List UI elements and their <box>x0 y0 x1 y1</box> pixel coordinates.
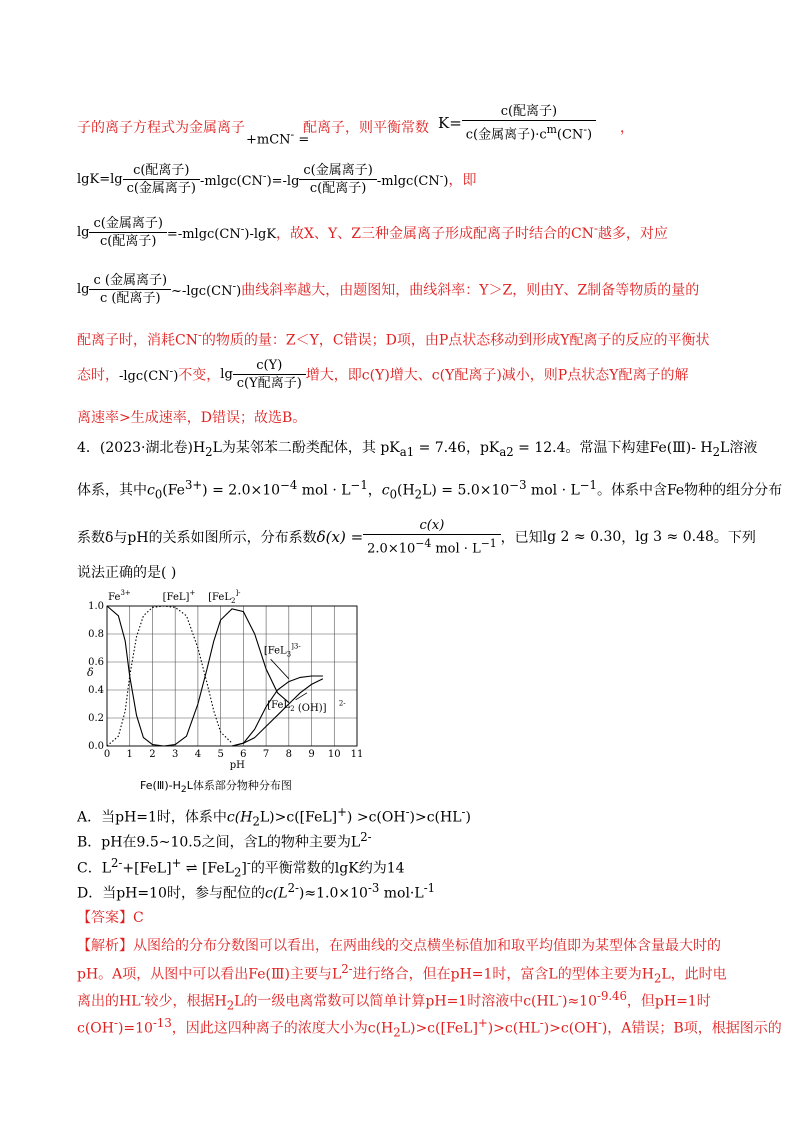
series-line <box>107 606 164 746</box>
l6-lg: lg <box>220 367 233 382</box>
equals-text: = <box>294 132 310 148</box>
lg-prefix-2: lg <box>77 282 90 297</box>
lg-prefix: lg <box>77 225 90 240</box>
q-h: H <box>192 440 206 456</box>
q-l1d: L溶液 <box>720 440 758 456</box>
opt-c-4: ] <box>241 860 247 877</box>
analysis-line-3: 离出的HL-较少，根据$H_2L$的一级电离常数可以简单计算pH=1时溶液中$c(HL^-)\approx 10^{-9.46}$，但pH=1时 <box>77 989 711 1013</box>
a3-4: )≈10 <box>561 993 597 1010</box>
opt-c-3: ⇌ [FeL <box>181 860 234 877</box>
l5b: 的物质的量：Z＜Y，C错误；D项，由P点状态移动到形成Y配离子的反应的平衡状 <box>201 332 710 349</box>
a2-1: pH。A项，从图中可以看出Fe(Ⅲ)主要与L <box>77 966 342 983</box>
q-l3b: ，已知 <box>500 530 543 547</box>
delta-fraction <box>363 517 501 557</box>
lg2: lg 2 ≈ 0.30 <box>542 529 622 546</box>
lg3: lg 3 ≈ 0.48 <box>635 529 714 546</box>
lgk-fraction-2 <box>299 162 376 197</box>
l6a: 态时， <box>77 367 119 384</box>
analysis-line-1 <box>77 935 721 955</box>
ratio-den: c(配离子) <box>99 234 157 249</box>
question-line-4: 说法正确的是( ) <box>77 565 177 581</box>
k-den-tail: (CN <box>556 127 584 143</box>
slope-red: 曲线斜率越大，由题图知，曲线斜率：Y＞Z，则由Y、Z制备等物质的量的 <box>241 282 700 299</box>
q-l2a: 体系，其中 <box>77 482 147 499</box>
x-tick-label: 3 <box>171 749 179 760</box>
a4-1: c(OH <box>77 1020 114 1037</box>
lgk-derivation <box>77 162 476 197</box>
a4-3: ，因此这四种离子的浓度大小为c(H <box>171 1020 394 1037</box>
frac2-num: c(金属离子) <box>299 162 376 180</box>
ratio-num: c(金属离子) <box>89 215 166 233</box>
slope-mid: ~-lgc(CN-) <box>171 279 242 300</box>
opt-c-1: C．L <box>77 860 112 877</box>
opt-a-3: L)> <box>259 809 287 826</box>
opt-d-4: mol·L <box>379 885 424 902</box>
explanation-line-7: 离速率>生成速率，D错误；故选B。 <box>77 410 307 426</box>
l5a: 配离子时，消耗CN <box>77 332 198 349</box>
species-distribution-figure <box>85 588 375 796</box>
slope-line <box>77 272 699 307</box>
opt-a-7: )> <box>409 809 427 826</box>
x-tick-label: 7 <box>262 749 270 760</box>
explanation-line-1a: 子的离子方程式为金属离子 <box>77 120 245 136</box>
x-tick-label: 0 <box>103 749 111 760</box>
opt-d-1: D．当pH=10时，参与配位的 <box>77 885 265 902</box>
x-tick-label: 4 <box>194 749 202 760</box>
superscript: - <box>290 128 295 141</box>
ratio-lgk: )-lgK <box>244 227 277 243</box>
a4-6: )>c(OH <box>543 1020 598 1037</box>
caption-tail: L体系部分物种分布图 <box>186 779 292 792</box>
pka1-sub: a1 <box>399 444 415 459</box>
l6b-text: -lgc(CN <box>119 369 170 385</box>
c0-h2l-exp: −3 <box>509 478 527 492</box>
lgk-fraction-1 <box>123 162 200 197</box>
lgk-end: -mlgc(CN-) <box>376 169 449 190</box>
pka2: pK <box>479 440 500 456</box>
label-fel2: [FeL$_2$]- <box>208 589 241 605</box>
a3-1: 离出的HL <box>77 993 141 1010</box>
y-tick-label: 0.0 <box>88 741 104 752</box>
c0-h2l-val: L) = 5.0×10 <box>422 482 510 499</box>
x-tick-label: 1 <box>126 749 133 760</box>
opt-a-4: c([FeL] <box>286 809 338 826</box>
analysis-line-4: $c(OH^-)=10^{-13}$，因此这四种离子的浓度大小为$c(H_2L)>c([FeL]^+)>c(HL^-)>c(OH^-)$，A错误；B项，根据图示的 <box>77 1016 782 1040</box>
l6-fraction <box>233 357 306 392</box>
k-den-main: c(金属离子)·c <box>465 127 547 143</box>
opt-c-5: 的平衡常数的lgK约为14 <box>250 860 405 877</box>
red-text: ，故X、Y、Z三种金属离子形成配离子时结合的CN <box>276 226 594 243</box>
opt-a-1: A．当pH=1时，体系中 <box>77 809 227 826</box>
slope-den: c (配离子) <box>99 291 161 306</box>
opt-b-1: B．pH在9.5~10.5之间，含L的物种主要为L <box>77 834 361 851</box>
opt-d-2: c(L <box>264 885 288 902</box>
q-l1c: 。常温下构建Fe(Ⅲ)- H <box>565 440 713 456</box>
x-axis-label: pH <box>229 760 245 771</box>
slope-num: c (金属离子) <box>89 272 171 290</box>
lg-ratio-line <box>77 215 668 250</box>
delta-num: c(x) <box>363 517 501 535</box>
equation-fragment <box>246 128 309 147</box>
eq-text: )=-lg <box>266 174 300 190</box>
pka2-sub: a2 <box>499 444 514 459</box>
l6c: 不变， <box>178 367 221 384</box>
explanation-line-6 <box>77 357 688 392</box>
opt-c-2: +[FeL] <box>122 860 172 877</box>
option-d[interactable]: D．当pH=10时，参与配位的$c(L^{2-})\approx 1.0\times 10^{-3}$ $mol\cdot L^{-1}$ <box>77 881 436 902</box>
a2-2: 进行络合，但在pH=1时，富含L的型体主要为H <box>352 966 654 983</box>
a4-7: )，A错误；B项，根据图示的 <box>601 1020 782 1037</box>
opt-a-2: c(H <box>226 809 253 826</box>
analysis-p1: 从图给的分布分数图可以看出，在两曲线的交点横坐标值加和取平均值即为某型体含量最大时的 <box>133 938 721 954</box>
question-line-2: 体系，其中$c_0(Fe^{3+}) = 2.0\times 10^{-4}$ mol · $L^{-1}$，$c_0(H_2L) = 5.0\times 10^{-3}$ mol · $L^{-1}$。体系中含Fe物种的组分分布 <box>77 478 783 502</box>
question-line-1: 4．(2023·湖北卷)$H_2L$为某邻苯二酚类配体，其 $pK_{a1} = 7.46$，$pK_{a2} = 12.4$。常温下构建Fe(Ⅲ)- $H_2L$溶液 <box>77 440 758 459</box>
q-number: 4． <box>77 440 100 456</box>
a3-5: ，但pH=1时 <box>626 993 711 1010</box>
opt-a-8: c(HL <box>426 809 462 826</box>
opt-a-5: ) > <box>346 809 369 826</box>
analysis-label: 【解析】 <box>77 938 133 954</box>
caption-main: Fe(Ⅲ)-H <box>140 779 181 792</box>
x-tick-label: 11 <box>350 749 364 760</box>
option-b[interactable]: B．pH在9.5~10.5之间，含L的物种主要为$L^{2-}$ <box>77 830 372 851</box>
frac1-den: c(金属离子) <box>126 181 197 196</box>
series-line <box>107 606 232 746</box>
label-fe3: $Fe^{3+}$ <box>108 589 131 603</box>
slope-fraction <box>89 272 171 307</box>
lgk-mid: -mlgc(CN-)=-lg <box>200 169 300 190</box>
pka1: pK <box>380 440 400 456</box>
label-fel2oh-tail: (OH)] <box>297 703 327 714</box>
a3-2: 较少，根据H <box>144 993 227 1010</box>
explanation-line-5: 配离子时，消耗CN-的物质的量：Z＜Y，C错误；D项，由P点状态移动到形成Y配离子的反应的平衡状 <box>77 328 710 349</box>
c0-fe-exp: −4 <box>280 478 298 492</box>
opt-a-6: c(OH <box>368 809 406 826</box>
delta-lhs: δ(x) = <box>316 528 364 547</box>
pka1-val: = 7.46 <box>414 440 466 456</box>
opt-a-9: ) <box>465 809 471 826</box>
k-denominator: c(金属离子)$\cdot c^m(CN^-)$ <box>465 123 593 143</box>
x-tick-label: 5 <box>217 749 224 760</box>
x-tick-label: 8 <box>285 749 293 760</box>
x-tick-label: 9 <box>308 749 315 760</box>
opt-d-3: )≈1.0×10 <box>298 885 368 902</box>
red-text-2: 越多，对应 <box>597 226 668 243</box>
k-equals: K= <box>438 114 462 133</box>
k-fraction <box>462 103 596 143</box>
y-tick-label: 0.4 <box>88 685 104 696</box>
l6-num: c(Y) <box>233 357 306 375</box>
slope-mid-text: ~-lgc(CN <box>171 284 233 300</box>
l6d: 增大，即c(Y)增大、c(Y配离子)减小，则P点状态Y配离子的解 <box>305 367 689 384</box>
c0-symbol: c <box>147 482 155 499</box>
c0-h2l: (H <box>397 482 415 499</box>
y-tick-label: 0.8 <box>88 629 104 640</box>
k-den-sup: m <box>546 123 557 136</box>
option-c[interactable]: C．$L^{2-}+[FeL]^+$ ⇌ [FeL$_2$]-的平衡常数的lgK约为14 <box>77 856 405 880</box>
y-tick-label: 0.2 <box>88 713 104 724</box>
question-line-3: 系数δ与pH的关系如图所示，分布系数δ(x) = $\frac{c(x)}{2.0\times 10^{-4} mol \cdot L^{-1}}$ ，已知lg 2 ≈ 0.30，lg 3 ≈ 0.48。下列 <box>77 518 756 557</box>
a4-2: )=10 <box>117 1020 153 1037</box>
ratio-tail: =-mlgc(CN-)-lgK <box>166 222 277 243</box>
a3-3: L的一级电离常数可以简单计算pH=1时溶液中c(HL <box>234 993 559 1010</box>
q-l3a: 系数δ与pH的关系如图所示，分布系数 <box>77 530 317 547</box>
c0-unit: mol · L <box>301 482 351 499</box>
label-fel3: [FeL$_3^{]3-}$ <box>263 642 301 659</box>
k-numerator: c(配离子) <box>462 103 596 121</box>
q-l3c: 。下列 <box>713 530 756 547</box>
equilibrium-constant-formula <box>438 103 596 143</box>
frac1-num: c(配离子) <box>123 162 200 180</box>
y-tick-label: 0.6 <box>88 657 104 668</box>
c0-fe: (Fe <box>162 482 185 499</box>
a4-4: L)>c([FeL] <box>400 1020 478 1037</box>
y-tick-label: 1.0 <box>88 601 104 612</box>
frac2-den: c(配离子) <box>309 181 367 196</box>
analysis-line-2: pH。A项，从图中可以看出Fe(Ⅲ)主要与$L^{2-}$进行络合，但在pH=1时，富含L的型体主要为$H_2L$，此时电 <box>77 962 727 986</box>
q-source: (2023·湖北卷) <box>99 440 193 456</box>
q-l1b: L为某邻苯二酚类配体，其 <box>212 440 376 456</box>
a2-3: L，此时电 <box>661 966 727 983</box>
end-text: -mlgc(CN <box>376 174 440 190</box>
c0-fe-val: ) = 2.0×10 <box>202 482 281 499</box>
pka2-val: = 12.4 <box>513 440 566 456</box>
ratio-fraction <box>89 215 166 250</box>
ji-text: ，即 <box>448 172 477 189</box>
explanation-line-1d: 配离子，则平衡常数 <box>303 120 429 136</box>
delta-den: $2.0\times 10^{-4}$ mol · $L^{-1}$ <box>367 537 497 557</box>
mcn-text: +mCN <box>246 132 291 148</box>
chart-caption: $Fe(Ⅲ)-H_2L$体系部分物种分布图 <box>140 779 292 796</box>
ratio-mid: =-mlgc(CN <box>166 227 241 243</box>
x-tick-label: 10 <box>327 749 341 760</box>
option-a[interactable]: A．当pH=1时，体系中$c(H_2L)>c([FeL]^+) >c(OH^-)>c(HL^-)$ <box>77 805 471 829</box>
a4-5: )>c(HL <box>487 1020 540 1037</box>
delta-den-exp: −4 <box>415 537 432 550</box>
comma: ， <box>620 120 634 136</box>
label-fel: [FeL]+ <box>162 589 196 603</box>
mid-text: -mlgc(CN <box>200 174 263 190</box>
answer-label: 【答案】C <box>77 910 144 926</box>
l6-den: c(Y配离子) <box>236 376 302 391</box>
ratio-red: ，故X、Y、Z三种金属离子形成配离子时结合的CN-越多，对应 <box>276 221 668 243</box>
l6b: -lgc(CN-) <box>119 364 179 385</box>
q-l2b: 。体系中含Fe物种的组分分布 <box>596 482 783 499</box>
delta-den-main: 2.0×10 <box>367 541 416 557</box>
x-tick-label: 6 <box>240 749 247 760</box>
series-line <box>164 609 289 746</box>
delta-den-unit: mol · L <box>435 541 481 557</box>
x-tick-label: 2 <box>149 749 156 760</box>
y-axis-label: δ <box>87 666 94 679</box>
label-fel2oh-charge: 2- <box>338 699 346 708</box>
lgk-prefix: lgK=lg <box>77 172 123 187</box>
distribution-chart <box>85 588 375 796</box>
label-fel2oh: [FeL$_2$ <box>267 700 295 714</box>
